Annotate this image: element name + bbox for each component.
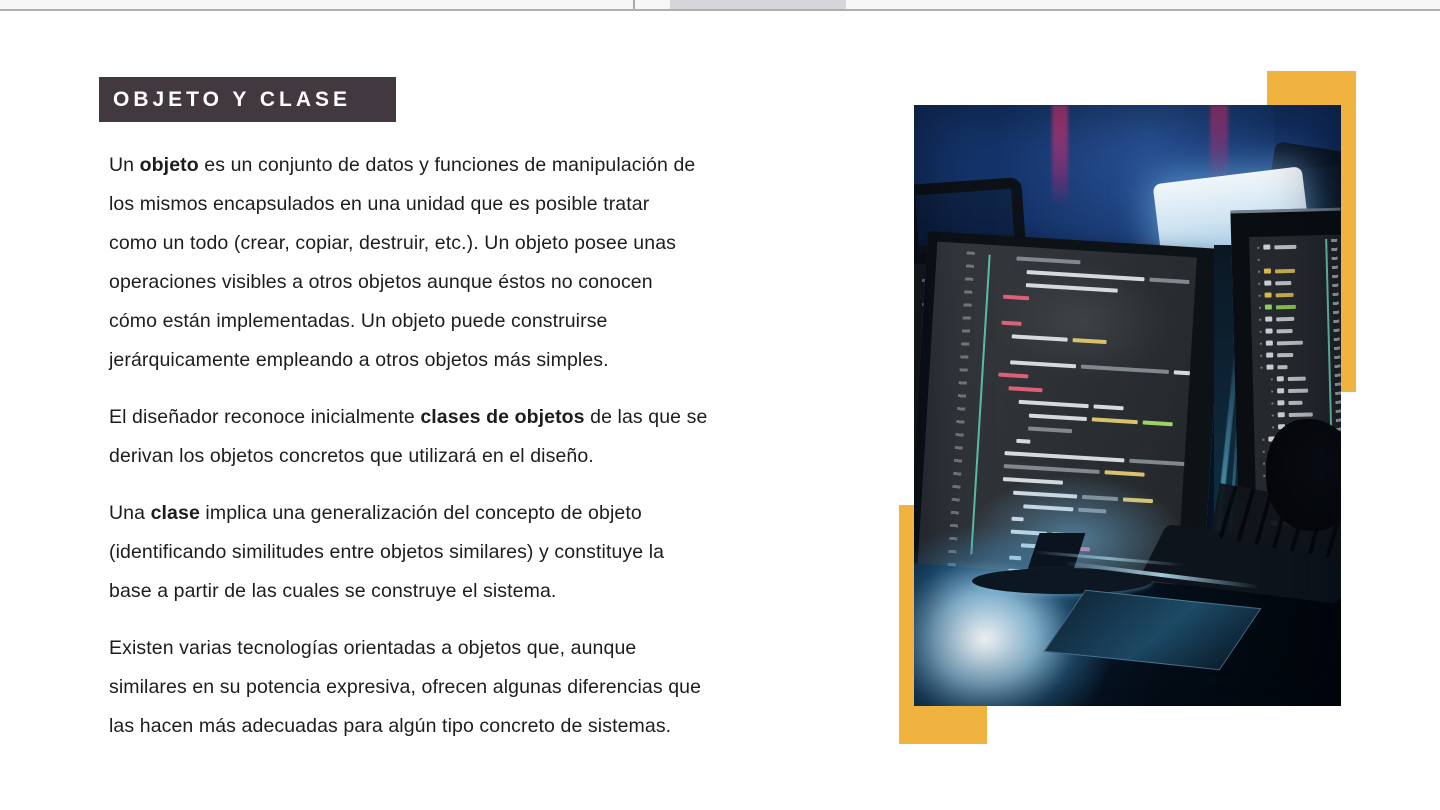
text-line: [109, 224, 809, 263]
text-line: [109, 707, 809, 746]
text-segment: cómo están implementadas. Un objeto puede construirse: [109, 310, 608, 332]
text-segment: El diseñador reconoce inicialmente: [109, 406, 421, 428]
paragraph: [109, 494, 809, 611]
text-line: [109, 668, 809, 707]
photo-vignette: [914, 105, 1341, 706]
text-line: [109, 572, 809, 611]
text-line: [109, 398, 809, 437]
text-line: [109, 629, 809, 668]
text-segment: jerárquicamente empleando a otros objetos más simples.: [109, 349, 609, 371]
paragraph: [109, 146, 809, 380]
text-line: [109, 341, 809, 380]
text-line: [109, 533, 809, 572]
text-segment: Un: [109, 154, 140, 176]
text-segment: (identificando similitudes entre objetos similares) y constituye la: [109, 541, 665, 563]
scrollbar-thumb[interactable]: [670, 0, 846, 9]
text-segment: es un conjunto de datos y funciones de manipulación de: [198, 154, 696, 176]
text-segment: implica una generalización del concepto de objeto: [199, 502, 642, 524]
slide-title: OBJETO Y CLASE: [113, 88, 352, 111]
text-segment: Existen varias tecnologías orientadas a objetos que, aunque: [109, 637, 637, 659]
code-monitors-photo: [914, 105, 1341, 706]
paragraph: [109, 629, 809, 746]
chrome-divider-tick: [633, 0, 635, 9]
text-line: [109, 185, 809, 224]
paragraph: [109, 398, 809, 476]
text-segment: operaciones visibles a otros objetos aunque éstos no conocen: [109, 271, 653, 293]
text-segment: derivan los objetos concretos que utilizará en el diseño.: [109, 445, 594, 467]
text-line: [109, 302, 809, 341]
text-line: [109, 494, 809, 533]
text-segment: similares en su potencia expresiva, ofrecen algunas diferencias que: [109, 676, 702, 698]
text-segment: como un todo (crear, copiar, destruir, etc.). Un objeto posee unas: [109, 232, 676, 254]
body-text: [109, 146, 809, 764]
text-segment: base a partir de las cuales se construye el sistema.: [109, 580, 557, 602]
text-segment: clase: [150, 502, 200, 524]
text-line: [109, 263, 809, 302]
chrome-bottom-border: [0, 9, 1440, 11]
slide-title-box: [99, 77, 396, 122]
text-line: [109, 437, 809, 476]
text-segment: clases de objetos: [420, 406, 585, 428]
text-segment: los mismos encapsulados en una unidad que es posible tratar: [109, 193, 650, 215]
text-line: [109, 146, 809, 185]
text-segment: objeto: [139, 154, 199, 176]
text-segment: Una: [109, 502, 151, 524]
text-segment: las hacen más adecuadas para algún tipo concreto de sistemas.: [109, 715, 672, 737]
text-segment: de las que se: [584, 406, 708, 428]
